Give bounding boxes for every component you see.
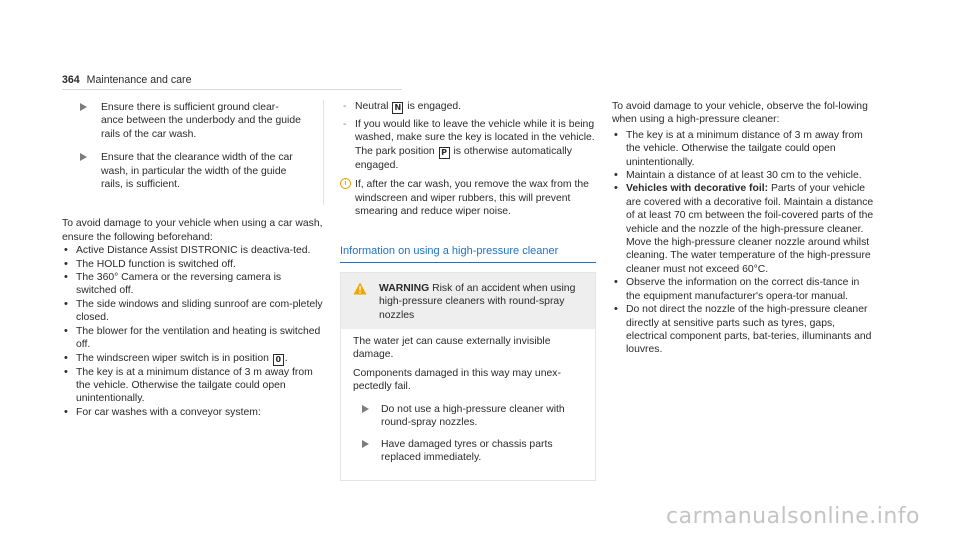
step-text: Do not use a high-pressure cleaner with round-spray nozzles. [381, 403, 565, 429]
step-text: Have damaged tyres or chassis parts replaced immediately. [381, 438, 553, 463]
list-item [612, 182, 874, 276]
warning-header [341, 273, 595, 329]
list-item: • Active Distance Assist DISTRONIC is deactiva-ted. [62, 244, 324, 257]
dash-item: - If you would like to leave the vehicle while it is being washed, make sure the key is located in the vehicle. The park position P is otherwise automatically engaged. [343, 119, 595, 171]
bullet-list [62, 244, 324, 419]
list-item: • Maintain a distance of at least 30 cm to the vehicle. [612, 169, 874, 182]
list-item: • The windscreen wiper switch is in position 0 . [62, 352, 324, 366]
dash-item-text: Neutral [355, 101, 389, 112]
list-item-bold: Vehicles with decorative foil: [626, 183, 769, 195]
list-item-text: The windscreen wiper switch is in position [76, 352, 269, 364]
step-item [62, 151, 324, 191]
intro-text: To avoid damage to your vehicle, observe the fol-lowing when using a high-pressure cleaner: [612, 101, 868, 126]
list-item-text: Parts of your vehicle are covered with a decorative foil. Maintain a distance of at least 70 cm between the foil-covered parts of the vehicle and the nozzle of the high-pressure cleaner. Move the high-pressure cleaner nozzle around whilst cleaning. The water temperature of the high-pressure cleaner must not exceed 60°C. [626, 183, 874, 275]
bullet-list [612, 129, 874, 357]
park-key-icon: P [439, 147, 450, 159]
intro-text: To avoid damage to your vehicle when using a car wash, ensure the following beforehand: [62, 218, 323, 243]
warning-text: Risk of an accident when using high-pressure cleaners with round-spray nozzles [379, 282, 576, 321]
dash-item-text: is engaged. [407, 101, 462, 112]
step-item [62, 101, 324, 141]
warning-triangle-icon [353, 282, 367, 295]
list-item: • The 360° Camera or the reversing camera is switched off. [62, 271, 324, 298]
list-item: • The key is at a minimum distance of 3 m away from the vehicle. Otherwise the tailgate could open unintentionally. [612, 129, 874, 169]
section-title: Maintenance and care [86, 74, 192, 86]
step-item [353, 403, 585, 430]
list-item: • The HOLD function is switched off. [62, 258, 324, 271]
warning-paragraph: The water jet can cause externally invisible damage. [353, 336, 551, 361]
watermark-logo: carmanualsonline.info [666, 503, 920, 529]
list-item: • Do not direct the nozzle of the high-pressure cleaner directly at sensitive parts such as tyres, gaps, electrical component parts, bat-teries, illuminants and louvres. [612, 303, 874, 357]
dash-item-text: If you would like to leave the vehicle while it is being washed, make sure the key is located in the vehicle. The park position [355, 119, 595, 157]
page-number: 364 [62, 74, 80, 86]
list-item: • For car washes with a conveyor system: [62, 406, 324, 419]
section-heading: Information on using a high-pressure cleaner [340, 245, 596, 262]
step-arrow-icon [80, 153, 87, 161]
list-item: • Observe the information on the correct dis-tance in the equipment manufacturer's opera-tor manual. [612, 276, 874, 303]
steps-box [62, 100, 324, 205]
column-middle [340, 100, 596, 481]
list-item: • The key is at a minimum distance of 3 m away from the vehicle. Otherwise the tailgate could open unintentionally. [62, 366, 324, 406]
info-note [340, 178, 596, 218]
wiper-position-key-icon: 0 [273, 354, 284, 366]
list-item: • The side windows and sliding sunroof are com-pletely closed. [62, 298, 324, 325]
header-divider [62, 89, 402, 90]
dash-item: - Neutral N is engaged. [343, 101, 462, 112]
list-item: • The blower for the ventilation and heating is switched off. [62, 325, 324, 352]
warning-label: WARNING [379, 282, 430, 294]
step-text: Ensure that the clearance width of the car wash, in particular the width of the guide rails, is sufficient. [101, 152, 293, 191]
column-right [612, 100, 874, 357]
warning-box [340, 272, 596, 481]
step-item [353, 438, 585, 465]
step-arrow-icon [362, 440, 369, 448]
info-icon: i [340, 178, 351, 189]
warning-paragraph: Components damaged in this way may unex-pectedly fail. [353, 367, 561, 393]
dash-item-text: is otherwise automatically engaged. [355, 145, 572, 171]
note-text: If, after the car wash, you remove the wax from the windscreen and wiper rubbers, this will prevent smearing and reduce wiper noise. [355, 179, 589, 218]
warning-body [341, 329, 595, 480]
neutral-key-icon: N [392, 102, 403, 114]
warning-title [379, 282, 585, 322]
step-arrow-icon [80, 103, 87, 111]
page-header [62, 74, 191, 87]
column-left [62, 100, 324, 419]
step-text: Ensure there is sufficient ground clear-ance between the underbody and the guide rails of the car wash. [101, 102, 301, 140]
step-arrow-icon [362, 405, 369, 413]
